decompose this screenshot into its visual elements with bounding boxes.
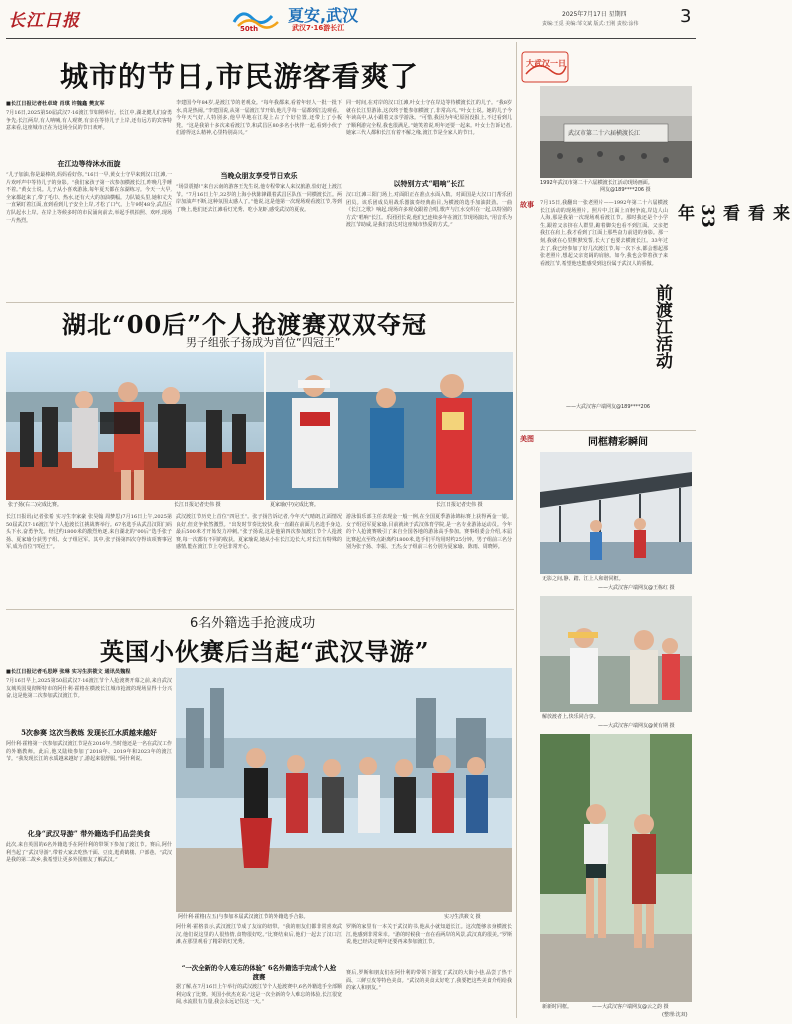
story-photo-caption: 阿什利·霍格(左五)与参加本届武汉渡江节的外籍选手合影。 — [178, 914, 309, 920]
story-col-1 — [6, 668, 172, 1018]
main-col-2 — [176, 100, 342, 300]
sidebar-editor-note: (整理:沈双) — [662, 1012, 688, 1018]
race-credit-1: 长江日报记者史伟 摄 — [174, 502, 221, 508]
main-col3-subhead: 以特别方式“唱响”长江 — [393, 179, 465, 188]
main-headline: 城市的节日,市民游客看爽了 — [60, 60, 419, 93]
sidebar-vertical-title-2-wrap — [650, 284, 672, 369]
sidebar-gallery-label: 美图 — [520, 434, 534, 443]
race-col-3: 游泳俱乐部主任表现金一般一例,在全国夏季游泳锦标赛上获得两金一银。女子组冠军夏家瑜,目前就读于武汉体育学院,是一名专业游泳运动员。今年的个人抢渡赛吸引了来自全国各地的游泳高手参加。赛事组委会介绍,本届比赛起点至终点距离约1800米,选手们平均用时约25分钟。男子组前三名分别为张子扬、李振、王杰;女子组前三名分别为夏家瑜、陈雨、周晓婷。 — [346, 514, 512, 551]
svg-text:50th: 50th — [240, 25, 259, 33]
main-col3-para2: 汉口江滩三阳门场上,对面阳正在准点水面入数。对面国是大汉口门帮乐团团员。该乐团成员用战乐器演奏经典曲目,为横渡的选手加油鼓劲。一曲《长江之歌》响起,现场许多观众跟着合唱,歌声与江水交织在一起,以特别的方式“唱响”长江。乐团团长说,他们已连续多年在渡江节现场演出,“用音乐为渡江节助威,是我们表达对这座城市热爱的方式。” — [346, 192, 512, 229]
sidebar-credit-1: 网友@189****206 摄 — [600, 187, 651, 193]
sidebar-logo-text: 大武汉一日 — [526, 58, 566, 68]
masthead-rule — [6, 38, 696, 39]
race-subhead: 男子组张子扬成为首位“四冠王” — [186, 336, 341, 349]
sidebar-credit-4: ——大武汉客户端网友@云之韵 摄 — [592, 1004, 669, 1010]
story-col2-subhead: “一次全新的令人难忘的体验” 6名外籍选手完成个人抢渡赛 — [181, 964, 337, 981]
main-col2-para1: 李建国今年84岁,是渡江节的老观众。“每年我都来,看着年轻人一批一批下水,真是热闹。”李建国说,从第一届渡江节开始,他几乎每一届都到江边观看。今年天气好,人特别多,他早早地在江堤上占了个好位置,还带上了小板凳。“这是我第十多次来看渡江节,和武昌区80多名小伙伴一起,看到小伙子们游得这么精神,心里特别高兴。” — [176, 100, 342, 137]
sidebar-credit-2: ——大武汉客户端网友@王栋红 摄 — [598, 585, 675, 591]
issue-date: 2025年7月17日 星期四 — [562, 11, 627, 18]
main-col1-para1: 7月16日,2025第50届武汉7·16渡江节如期举行。长江中,湖北健儿们奋勇争先;长江两岸,有人呐喊,有人观赛,有亲在等待儿子上岸,还有远方的宾客特意来看,这座城市正在为这场全民的节日欢呼。 — [6, 110, 172, 132]
editorial-staff: 责编:王觅 美编:邹文斌 版式:王刚 责校:涂伟 — [542, 21, 639, 27]
sidebar-story-label: 故事 — [520, 200, 534, 209]
main-col2-subhead: 当晚众朋友享受节日欢乐 — [220, 171, 298, 180]
section-divider-1 — [6, 302, 514, 303]
sidebar-story-credit: ——大武汉客户端网友@189****206 — [566, 404, 651, 410]
sidebar-photo-1992 — [540, 86, 692, 178]
sidebar-caption-4: 新新时同框。 — [542, 1004, 573, 1010]
sidebar-logo — [520, 44, 570, 90]
story-byline: ■长江日报记者毛思婷 张琳 实习生洪筱文 通讯员魏程 — [6, 669, 131, 675]
sidebar-story-text: 7月15日,我翻出一张老照片——1992年第二十六届横渡长江活动的现场照片。照片中,江面上百舸争流,岸边人山人海,那是我第一次现场观看渡江节。那时我还是个小学生,跟着父亲挤在人群里,踮着脚尖也看不到江面。父亲把我扛在肩上,我才看到了江面上那些奋力前进的身影。那一刻,我就在心里默默发誓,长大了也要去横渡长江。33年过去了,我已经参加了好几次渡江节,每一次下水,都会想起那张老照片,想起父亲宽阔的肩膀。如今,我也会带着孩子来看渡江节,希望他也能感受到这份属于武汉人的骄傲。 — [540, 200, 668, 267]
story-col-3 — [346, 924, 512, 1020]
story-photo-credit: 实习生洪筱文 摄 — [444, 914, 481, 920]
main-col-3 — [346, 100, 512, 300]
section-divider-2 — [6, 609, 514, 610]
sidebar-gallery-photo-1 — [540, 452, 692, 574]
sidebar-vertical-title-line1: 来看看33年 — [674, 204, 789, 228]
story-photo — [176, 668, 512, 912]
main-col3-para1: 同一时间,在对岸的汉口江滩,叶女士守在岸边等待横渡长江的儿子。“我8岁就在长江里游泳,这次终于能参加横渡了,非常高兴。”叶女士说。她的儿子今年读高中,从小跟着父亲学游泳。“可惜,我因为年纪原因没报上,不过看到儿子顺利游完全程,我也很满足。”她笑着说,明年还要一起来。叶女士告诉记者,她家三代人都和长江有着不解之缘,渡江节是全家人的节日。 — [346, 100, 512, 137]
sidebar-caption-2: 无影之间,静、踏、江上人和谐同框。 — [542, 576, 624, 582]
story-col3-para1: 罗斯的家里有一本关于武汉的书,他从小就知道长江。这次能够亲身横渡长江,他感到非常荣幸。“游的时候我一直在看两岸的风景,武汉真的很美。”罗斯说,他已经决定明年还要再来参加渡江节。 — [346, 924, 512, 946]
race-col-1: 长江日报讯(记者张希 实习生李家豪 张昊翰 周梦思)7月16日上午,2025第50届武汉7·16渡江节个人抢渡长江挑战赛举行。67名选手从武昌汉阳门码头下水,奋勇争先。经过约1800米的激烈角逐,来自湖北的“00后”选手张子扬、夏家瑜分获男子组、女子组冠军。其中,张子扬第四次夺得该项赛事冠军,成为首位“四冠王”。 — [6, 514, 172, 551]
story-col1-para3: 此次,来自英国的6名外籍选手在阿什利的带领下参加了渡江节。赛后,阿什利当起了“武汉导游”,带着大家去吃热干面、豆皮,逛黄鹤楼、户部巷。“武汉是我的第二故乡,我希望让更多外国朋友了解武汉。” — [6, 842, 172, 864]
sidebar-photo-1992-banner: 武汉市第二十六届横渡长江 — [568, 130, 641, 137]
race-col-2: 武汉渡江节历史上首位“四冠王”。张子扬告诉记者,今年天气晴朗,江面情况良好,但竞争依然激烈。“出发时节奏比较快,我一直跟在前面几名选手身边,最后500米才开始发力冲刺。”张子扬说,这是他第四次参加渡江节个人抢渡赛,每一次都有不同的收获。夏家瑜说,她从小在长江边长大,对长江有特殊的感情,能在渡江节上夺冠非常开心。 — [176, 514, 342, 551]
race-headline: 湖北“00后”个人抢渡赛双双夺冠 — [62, 310, 428, 339]
story-col2-para2: 据了解,在7月16日上午举行的武汉渡江节个人抢渡赛中,6名外籍选手全部顺利完成了比赛。英国小伙杰克说:“这是一次全新的令人难忘的体验,长江很宽阔,水流很有力量,我会永远记住这一天。” — [176, 984, 342, 1006]
banner-wave-icon — [232, 4, 282, 32]
masthead — [0, 0, 702, 38]
story-col-2 — [176, 924, 342, 1020]
story-col1-para2: 阿什利·霍格第一次参加武汉渡江节是在2016年,当时他还是一名在武汉工作的外籍教师。此后,他又陆续参加了2018年、2019年和2023年的渡江节。“我发现长江的水质越来越好了,游起来很舒服。”阿什利说。 — [6, 741, 172, 763]
banner-title: 夏安,武汉 — [288, 6, 359, 25]
race-caption-1: 张子扬(右二)完成比赛。 — [8, 502, 62, 508]
main-byline: ■长江日报记者杜卓琦 肖琪 许魏鑫 樊友军 — [6, 101, 105, 107]
sidebar-caption-1: 1992年武汉市第二十六届横渡长江活动现场画面。 — [540, 180, 653, 186]
banner-subtitle: 武汉7·16游长江 — [292, 24, 345, 32]
sidebar-gallery-title: 同框精彩瞬间 — [588, 437, 648, 448]
sidebar-vertical-title-line2: 前渡江活动 — [652, 284, 672, 369]
story-col1-para1: 7月16日早上,2025第50届武汉7·16渡江节个人抢渡赛开幕之前,来自武汉友城英国曼彻斯特市的阿什利·霍格在横渡长江城市抢渡的现场显得十分兴奋,这是他第二次参加武汉渡江节。 — [6, 678, 172, 700]
page-number: 3 — [680, 6, 692, 27]
sidebar-gallery-photo-2 — [540, 596, 692, 712]
story-headline: 英国小伙赛后当起“武汉导游” — [100, 637, 430, 666]
race-credit-2: 长江日报记者史伟 摄 — [436, 502, 483, 508]
story-col3-para2: 赛后,罗斯和朋友们在阿什利的带领下游览了武汉的大街小巷,品尝了热干面、三鲜豆皮等特色美食。“武汉的美食太好吃了,我要把这些美食介绍给我的家人和朋友。” — [346, 970, 512, 992]
main-col1-subhead: 在江边等待沐水而旋 — [57, 159, 121, 168]
sidebar-gallery-photo-3 — [540, 734, 692, 1002]
race-photo-1 — [6, 352, 264, 500]
story-col1-subhead-2: 化身“武汉导游” 带外籍选手们品尝美食 — [27, 829, 151, 838]
newspaper-logo: 长江日报 — [8, 11, 80, 31]
race-photo-2 — [266, 352, 513, 500]
story-kicker: 6名外籍选手抢渡成功 — [190, 616, 316, 631]
sidebar-credit-3: ——大武汉客户端网友@黄有期 摄 — [598, 723, 675, 729]
race-caption-2: 夏家瑜(中)完成比赛。 — [270, 502, 319, 508]
main-col2-para2: “场景震撼!”来自云南的游客王先生说,他专程带家人来汉旅游,恰好赶上渡江节。“7月16日上午,32岁的上海小伙陈锋跟着武昌区队伍一同横渡长江。两岸加油声不断,这种氛围太感人了。”他说,这是他第一次现场观看渡江节,等到了晚上,他们还去江滩看灯光秀、吃小龙虾,感受武汉的夏夜。 — [176, 184, 342, 213]
story-col1-subhead-1: 5次参赛 这次当教练 发现长江水质越来越好 — [21, 728, 157, 737]
sidebar-column-rule — [516, 42, 517, 1018]
main-col-1 — [6, 100, 172, 300]
sidebar-divider — [520, 430, 696, 431]
sidebar-caption-3: 解放渡者上,快乐同合享。 — [542, 714, 599, 720]
main-col1-para2: “儿子加油,你是最棒的,妈妈看好你。”16日一早,黄女士守早来到汉口江滩,一片欢呼声中等待儿子的身影。“我们家孩子第一次参加横渡长江,昨晚几乎睡不着。”黄女士说。儿子从小喜欢游泳,每年夏天都在东湖练习。今天一大早,全家都赶来了,带了毛巾、热水,还有大大的加油横幅。力队镜头里,她和丈夫一直紧盯着江面,直到看到儿子安全上岸,才松了口气。上午9时48分,武昌区方队起水上岸。在岸上等候多时的市民涌向前去,举起手机拍照、欢呼,现场一片热烈。 — [6, 172, 172, 224]
story-col2-para1: 阿什利·霍格表示,武汉渡江节成了友谊的纽带。“我的朋友们都非常喜欢武汉,他们说这里的人很热情,食物很好吃。”比赛结束后,他们一起去了汉口江滩,在那里观看了精彩的灯光秀。 — [176, 924, 342, 946]
